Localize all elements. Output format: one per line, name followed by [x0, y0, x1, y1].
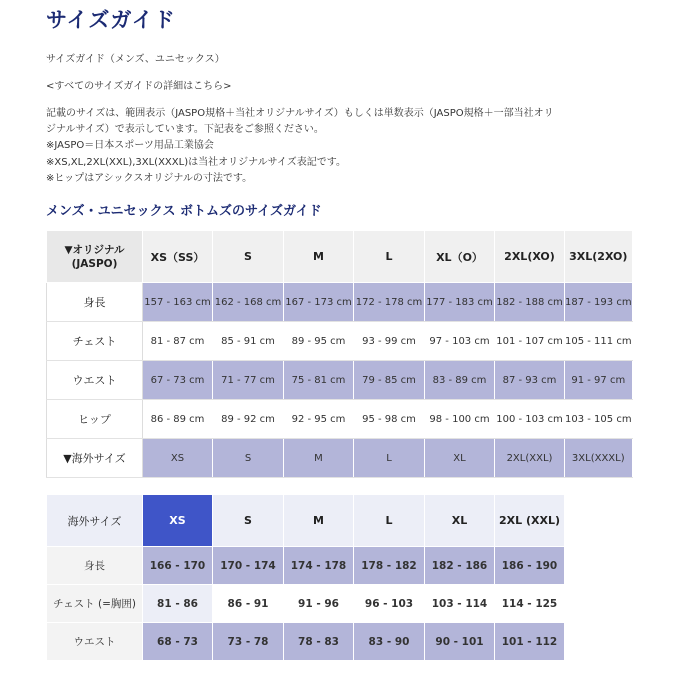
table-row [47, 322, 633, 361]
table-cell: 71 - 77 cm [213, 361, 284, 400]
column-header: 3XL(2XO) [565, 231, 633, 283]
table-cell: 172 - 178 cm [354, 283, 425, 322]
column-header-selected: XS [143, 495, 213, 547]
table-row [47, 547, 565, 585]
table-cell: 3XL(XXXL) [565, 439, 633, 478]
table-cell: 170 - 174 [213, 547, 284, 585]
table-row [47, 439, 633, 478]
row-header: ヒップ [47, 400, 143, 439]
table-cell: L [354, 439, 425, 478]
column-header: 2XL(XO) [495, 231, 565, 283]
table-cell: 178 - 182 [354, 547, 425, 585]
table-row [47, 283, 633, 322]
column-header: S [213, 231, 284, 283]
table-cell: 81 - 87 cm [143, 322, 213, 361]
table-cell: 187 - 193 cm [565, 283, 633, 322]
table-cell: 182 - 186 [425, 547, 495, 585]
row-header: 身長 [47, 283, 143, 322]
table-cell: 67 - 73 cm [143, 361, 213, 400]
table-cell: 2XL(XXL) [495, 439, 565, 478]
table-cell: 93 - 99 cm [354, 322, 425, 361]
table-cell: 96 - 103 [354, 585, 425, 623]
table-cell: 105 - 111 cm [565, 322, 633, 361]
table-cell: 73 - 78 [213, 623, 284, 661]
row-header: チェスト (=胸囲) [47, 585, 143, 623]
note-line: ※XS,XL,2XL(XXL),3XL(XXXL)は当社オリジナルサイズ表記です。 [46, 156, 347, 168]
table-cell: 177 - 183 cm [425, 283, 495, 322]
table-cell: 92 - 95 cm [284, 400, 354, 439]
table-cell: 162 - 168 cm [213, 283, 284, 322]
table-cell: 167 - 173 cm [284, 283, 354, 322]
table-cell: 114 - 125 [495, 585, 565, 623]
column-header: XL [425, 495, 495, 547]
table-cell: 85 - 91 cm [213, 322, 284, 361]
row-header: ウエスト [47, 623, 143, 661]
row-header: ▼海外サイズ [47, 439, 143, 478]
table-cell: 101 - 107 cm [495, 322, 565, 361]
table-cell: 75 - 81 cm [284, 361, 354, 400]
table-cell: 83 - 89 cm [425, 361, 495, 400]
table-cell: 157 - 163 cm [143, 283, 213, 322]
table-row [47, 585, 565, 623]
notes [46, 106, 554, 187]
column-header: XS（SS） [143, 231, 213, 283]
column-header: S [213, 495, 284, 547]
table-cell: 87 - 93 cm [495, 361, 565, 400]
table-cell: S [213, 439, 284, 478]
table-cell: 101 - 112 [495, 623, 565, 661]
note-line: ※JASPO＝日本スポーツ用品工業協会 [46, 140, 214, 152]
table-header-row [47, 231, 633, 283]
table-cell: 95 - 98 cm [354, 400, 425, 439]
table-row [47, 623, 565, 661]
row-header: ウエスト [47, 361, 143, 400]
size-guide-detail-link[interactable]: <すべてのサイズガイドの詳細はこちら> [46, 81, 232, 92]
table-cell: 91 - 97 cm [565, 361, 633, 400]
table-cell: 68 - 73 [143, 623, 213, 661]
section-title: メンズ・ユニセックス ボトムズのサイズガイド [46, 204, 322, 219]
table-cell: 86 - 89 cm [143, 400, 213, 439]
subheading: サイズガイド（メンズ、ユニセックス） [46, 54, 225, 65]
table-cell: XL [425, 439, 495, 478]
column-header: L [354, 231, 425, 283]
corner-cell: 海外サイズ [47, 495, 143, 547]
table-row [47, 400, 633, 439]
row-header: チェスト [47, 322, 143, 361]
column-header: 2XL (XXL) [495, 495, 565, 547]
table-cell: 103 - 105 cm [565, 400, 633, 439]
table-cell: 103 - 114 [425, 585, 495, 623]
table-cell: 90 - 101 [425, 623, 495, 661]
table-cell: 89 - 92 cm [213, 400, 284, 439]
note-line: ジナルサイズ）で表示しています。下記表をご参照ください。 [46, 124, 324, 136]
table-cell: 97 - 103 cm [425, 322, 495, 361]
table-cell: 186 - 190 [495, 547, 565, 585]
table-cell: 166 - 170 [143, 547, 213, 585]
overseas-size-table [46, 494, 565, 661]
table-cell: 89 - 95 cm [284, 322, 354, 361]
table-cell: 86 - 91 [213, 585, 284, 623]
note-line: 記載のサイズは、範囲表示（JASPO規格＋当社オリジナルサイズ）もしくは単数表示（JASPO規格＋一部当社オリ [46, 108, 554, 119]
row-header: 身長 [47, 547, 143, 585]
table-cell: 100 - 103 cm [495, 400, 565, 439]
table-cell: M [284, 439, 354, 478]
column-header: XL（O） [425, 231, 495, 283]
column-header: L [354, 495, 425, 547]
column-header: M [284, 231, 354, 283]
table-cell: 78 - 83 [284, 623, 354, 661]
table-cell: 79 - 85 cm [354, 361, 425, 400]
note-line: ※ヒップはアシックスオリジナルの寸法です。 [46, 172, 253, 184]
table-cell: 174 - 178 [284, 547, 354, 585]
table-cell: 98 - 100 cm [425, 400, 495, 439]
table-cell: XS [143, 439, 213, 478]
table-cell: 81 - 86 [143, 585, 213, 623]
corner-cell: ▼オリジナル (JASPO) [47, 231, 143, 283]
table-cell: 182 - 188 cm [495, 283, 565, 322]
page-title: サイズガイド [46, 8, 176, 32]
column-header: M [284, 495, 354, 547]
jaspo-size-table [46, 230, 633, 478]
table-cell: 91 - 96 [284, 585, 354, 623]
table-row [47, 361, 633, 400]
table-header-row [47, 495, 565, 547]
table-cell: 83 - 90 [354, 623, 425, 661]
